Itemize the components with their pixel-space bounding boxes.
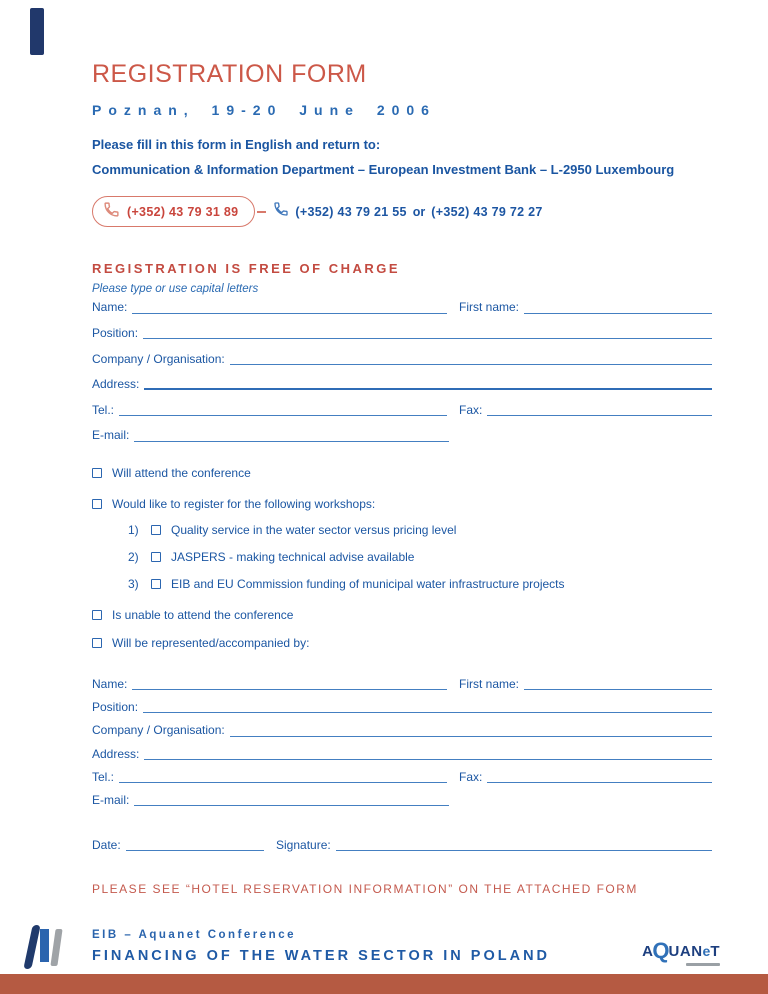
page-title: REGISTRATION FORM bbox=[92, 60, 367, 88]
workshops-label: Would like to register for the following workshops: bbox=[112, 497, 376, 511]
logo-bar-gray bbox=[50, 929, 62, 966]
workshop-1-number: 1) bbox=[128, 523, 139, 537]
name-field-2 bbox=[92, 678, 447, 691]
tel-fax-row bbox=[92, 391, 712, 417]
position-row-2 bbox=[92, 691, 712, 714]
first-name-field bbox=[459, 301, 712, 314]
fax-input-line-2[interactable] bbox=[487, 782, 712, 783]
signature-label: Signature: bbox=[276, 837, 331, 852]
pill-connector bbox=[257, 211, 266, 213]
fax-label-2: Fax: bbox=[459, 769, 483, 784]
company-label: Company / Organisation: bbox=[92, 351, 225, 366]
company-row-2 bbox=[92, 714, 712, 737]
name-input-line[interactable] bbox=[132, 313, 447, 314]
position-row bbox=[92, 315, 712, 341]
aquanet-wordmark bbox=[642, 936, 720, 962]
eib-corner-bar bbox=[30, 8, 44, 55]
aquanet-letter-a: A bbox=[642, 943, 654, 960]
hotel-reservation-note: PLEASE SEE “HOTEL RESERVATION INFORMATION” ON THE ATTACHED FORM bbox=[92, 882, 638, 896]
name-field bbox=[92, 301, 447, 314]
email-row-2 bbox=[92, 784, 712, 807]
first-name-input-line[interactable] bbox=[524, 313, 712, 314]
bottom-accent-bar bbox=[0, 974, 768, 994]
workshop-3-label: EIB and EU Commission funding of municipal water infrastructure projects bbox=[171, 577, 565, 591]
intro-instruction: Please fill in this form in English and return to: bbox=[92, 137, 381, 152]
fax-label: Fax: bbox=[459, 402, 483, 417]
email-row bbox=[92, 417, 712, 443]
represented-option bbox=[92, 636, 712, 650]
company-input-line-2[interactable] bbox=[230, 736, 712, 737]
signature-input-line[interactable] bbox=[336, 850, 712, 851]
name-label: Name: bbox=[92, 300, 128, 315]
email-label: E-mail: bbox=[92, 428, 130, 443]
date-label: Date: bbox=[92, 837, 121, 852]
email-input-line[interactable] bbox=[134, 441, 449, 442]
email-field-2 bbox=[92, 794, 449, 807]
email-input-line-2[interactable] bbox=[134, 805, 449, 806]
capital-letters-note: Please type or use capital letters bbox=[92, 283, 259, 295]
address-input-line-2[interactable] bbox=[144, 759, 712, 760]
fax-field bbox=[459, 404, 712, 417]
company-row bbox=[92, 340, 712, 366]
attend-label: Will attend the conference bbox=[112, 466, 251, 480]
date-input-line[interactable] bbox=[126, 850, 264, 851]
workshop-item-1 bbox=[128, 523, 712, 537]
fax-field-2 bbox=[459, 771, 712, 784]
or-label: or bbox=[412, 204, 426, 219]
address-input-line[interactable] bbox=[144, 388, 712, 390]
name-label-2: Name: bbox=[92, 677, 128, 691]
workshop-3-number: 3) bbox=[128, 577, 139, 591]
address-row bbox=[92, 366, 712, 392]
address-row-2 bbox=[92, 738, 712, 761]
company-field bbox=[92, 353, 712, 366]
position-field bbox=[92, 327, 712, 340]
date-signature-row bbox=[92, 838, 712, 852]
address-label-2: Address: bbox=[92, 746, 140, 761]
aquanet-letter-t: T bbox=[710, 943, 720, 960]
represented-checkbox[interactable] bbox=[92, 638, 102, 648]
phone-number-1: (+352) 43 79 21 55 bbox=[295, 204, 407, 219]
tel-input-line[interactable] bbox=[119, 415, 447, 416]
represented-label: Will be represented/accompanied by: bbox=[112, 636, 310, 650]
tel-label: Tel.: bbox=[92, 402, 115, 417]
contact-details-block-2 bbox=[92, 668, 712, 807]
attend-option bbox=[92, 466, 712, 480]
workshops-checkbox[interactable] bbox=[92, 499, 102, 509]
attend-checkbox[interactable] bbox=[92, 468, 102, 478]
tel-field bbox=[92, 404, 447, 417]
first-name-label-2: First name: bbox=[459, 677, 520, 691]
name-row bbox=[92, 289, 712, 315]
tel-input-line-2[interactable] bbox=[119, 782, 447, 783]
fax-phone-icon bbox=[103, 201, 120, 223]
aquanet-logo bbox=[642, 936, 720, 966]
workshop-2-checkbox[interactable] bbox=[151, 552, 161, 562]
email-field bbox=[92, 429, 449, 442]
contact-row bbox=[92, 196, 742, 227]
attendance-options bbox=[92, 466, 712, 591]
logo-bar-blue bbox=[40, 929, 49, 962]
unable-option bbox=[92, 608, 712, 622]
first-name-field-2 bbox=[459, 678, 712, 691]
tel-field-2 bbox=[92, 771, 447, 784]
footer-conference-line: EIB – Aquanet Conference bbox=[92, 929, 296, 941]
unable-checkbox[interactable] bbox=[92, 610, 102, 620]
fax-number-pill bbox=[92, 196, 255, 227]
phone-number-2: (+352) 43 79 72 27 bbox=[431, 204, 543, 219]
tel-label-2: Tel.: bbox=[92, 769, 115, 784]
position-label: Position: bbox=[92, 326, 139, 340]
workshop-1-label: Quality service in the water sector versus pricing level bbox=[171, 523, 457, 537]
aquanet-tagline bbox=[686, 963, 720, 966]
fax-number: (+352) 43 79 31 89 bbox=[127, 204, 239, 219]
address-field bbox=[92, 378, 712, 391]
aquanet-letters-uan: UAN bbox=[668, 943, 703, 960]
name-input-line-2[interactable] bbox=[132, 689, 447, 690]
company-field-2 bbox=[92, 724, 712, 737]
company-label-2: Company / Organisation: bbox=[92, 723, 225, 738]
position-field-2 bbox=[92, 701, 712, 714]
unable-label: Is unable to attend the conference bbox=[112, 608, 294, 622]
fax-input-line[interactable] bbox=[487, 415, 712, 416]
logo-bar-navy bbox=[23, 925, 40, 969]
workshop-item-2 bbox=[128, 550, 712, 564]
tel-fax-row-2 bbox=[92, 761, 712, 784]
free-of-charge-heading: REGISTRATION IS FREE OF CHARGE bbox=[92, 261, 401, 276]
address-label: Address: bbox=[92, 377, 140, 392]
aquanet-letter-q: Q bbox=[652, 938, 670, 963]
eib-bars-logo bbox=[28, 925, 60, 971]
date-field bbox=[92, 839, 264, 852]
email-label-2: E-mail: bbox=[92, 792, 130, 807]
address-field-2 bbox=[92, 748, 712, 761]
first-name-input-line-2[interactable] bbox=[524, 689, 712, 690]
absence-options bbox=[92, 608, 712, 650]
workshop-3-checkbox[interactable] bbox=[151, 579, 161, 589]
aquanet-letter-e: e bbox=[702, 943, 711, 959]
workshop-item-3 bbox=[128, 577, 712, 591]
workshop-1-checkbox[interactable] bbox=[151, 525, 161, 535]
position-input-line[interactable] bbox=[143, 338, 712, 339]
workshops-option bbox=[92, 497, 712, 511]
company-input-line[interactable] bbox=[230, 364, 712, 365]
footer-conference-title: FINANCING OF THE WATER SECTOR IN POLAND bbox=[92, 948, 551, 964]
workshop-2-label: JASPERS - making technical advise available bbox=[171, 550, 415, 564]
first-name-label: First name: bbox=[459, 300, 520, 315]
position-input-line-2[interactable] bbox=[143, 712, 712, 713]
workshop-2-number: 2) bbox=[128, 550, 139, 564]
contact-details-block-1 bbox=[92, 289, 712, 443]
return-address: Communication & Information Department – European Investment Bank – L-2950 Luxembourg bbox=[92, 162, 675, 177]
phone-icon bbox=[273, 201, 289, 222]
event-date-location: Poznan, 19-20 June 2006 bbox=[92, 102, 436, 118]
signature-field bbox=[276, 839, 712, 852]
position-label-2: Position: bbox=[92, 700, 139, 715]
name-row-2 bbox=[92, 668, 712, 691]
